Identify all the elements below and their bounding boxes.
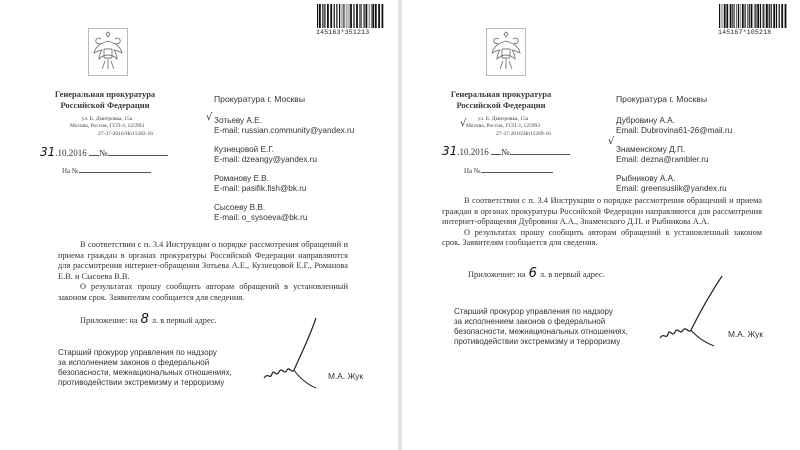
barcode-bar <box>726 4 728 28</box>
reference-line <box>464 163 553 175</box>
barcode-bar <box>342 4 343 28</box>
recipient-email: E-mail: pasifik.fish@bk.ru <box>214 184 307 193</box>
date-printed: .10.2016 <box>55 148 87 158</box>
barcode-bar <box>327 4 329 28</box>
recipient-entry <box>214 203 354 223</box>
barcode-number: 145167*105218 <box>718 29 772 36</box>
barcode-bar <box>347 4 348 28</box>
checkmark-icon: √ <box>608 136 615 147</box>
signer-title-line: за исполнением законов о федеральной <box>58 358 210 367</box>
recipients-block <box>616 94 732 203</box>
recipients-block <box>214 94 354 232</box>
barcode-bar <box>738 4 739 28</box>
barcode-bar <box>776 4 777 28</box>
barcode-bar <box>353 4 354 28</box>
signer-title-line: противодействии экстремизму и терроризму <box>58 378 225 387</box>
registration-number: 27-37-2016/Нп11282-16 <box>98 131 153 137</box>
barcode-bar <box>732 4 733 28</box>
double-headed-eagle-icon <box>89 29 127 75</box>
attachment-suffix: л. в первый адрес. <box>539 270 605 279</box>
barcode-bar <box>771 4 772 28</box>
barcode-bar <box>734 4 735 28</box>
date-handwritten: 31 <box>40 145 56 159</box>
recipient-email: E-mail: o_sysoeva@bk.ru <box>214 213 308 222</box>
barcode-bar <box>366 4 368 28</box>
attachment-prefix: Приложение: на <box>80 316 138 325</box>
barcode <box>316 4 386 38</box>
barcode-bar <box>356 4 358 28</box>
reference-label: На № <box>62 167 79 175</box>
signer-title-line: за исполнением законов о федеральной <box>454 317 606 326</box>
attachment-prefix: Приложение: на <box>468 270 526 279</box>
body-paragraph-2: О результатах прошу сообщить авторам обращений в установленный законом срок. Заявителям сообщается для сведения. <box>442 227 762 248</box>
number-label: № <box>501 147 510 157</box>
recipients-title: Прокуратура г. Москвы <box>214 94 306 104</box>
coat-of-arms-emblem <box>88 28 128 76</box>
barcode-bar <box>760 4 761 28</box>
recipient-entry <box>214 145 354 165</box>
barcode-bar <box>378 4 380 28</box>
barcode-bar <box>361 4 362 28</box>
letter-page-2 <box>402 0 800 450</box>
barcode-bar <box>765 4 766 28</box>
signer-name: М.А. Жук <box>728 329 764 339</box>
recipient-name: Кузнецовой Е.Г. <box>214 145 274 154</box>
signer-title-line: Старший прокурор управления по надзору <box>58 348 217 357</box>
signer-title-line: безопасности, межнациональных отношениях, <box>58 368 232 377</box>
organization-name <box>416 89 586 110</box>
barcode-bar <box>324 4 325 28</box>
barcode-bar <box>372 4 374 28</box>
date-handwritten: 31 <box>442 144 458 158</box>
double-headed-eagle-icon <box>487 29 525 75</box>
barcode-number: 145163*351213 <box>316 29 370 36</box>
barcode-bar <box>781 4 783 28</box>
barcode-bar <box>375 4 377 28</box>
barcode-bar <box>751 4 753 28</box>
number-label: № <box>99 148 108 158</box>
barcode-bar <box>319 4 321 28</box>
recipient-email: E-mail: russian.community@yandex.ru <box>214 126 355 135</box>
organization-name <box>20 89 190 110</box>
signer-name: М.А. Жук <box>328 371 364 381</box>
reference-line <box>62 163 151 175</box>
recipient-entry <box>616 145 732 165</box>
letter-body <box>442 196 762 249</box>
barcode-bar <box>336 4 337 28</box>
barcode-bars <box>718 4 788 28</box>
barcode-bar <box>350 4 352 28</box>
barcode-bar <box>730 4 732 28</box>
attachment-count: 8 <box>140 312 149 327</box>
address-line-1: ул. Б. Дмитровка, 15а <box>81 116 133 122</box>
barcode-bar <box>785 4 787 28</box>
org-line-1: Генеральная прокуратура <box>450 89 552 99</box>
barcode-bar <box>755 4 756 28</box>
barcode-graphic <box>718 4 788 28</box>
barcode-bar <box>747 4 748 28</box>
barcode-bar <box>369 4 370 28</box>
body-paragraph-1: В соответствии с п. 3.4 Инструкции о порядке рассмотрения обращений и приема граждан в органах прокуратуры Российской Федерации направляются для рассмотрения интернет-обращения Дубровина А.А., Знаменского Д.П. и Рыбникова А.А. <box>442 196 762 227</box>
signer-title-line: противодействии экстремизму и терроризму <box>454 337 621 346</box>
org-line-2: Российской Федерации <box>60 99 150 110</box>
address-line-2: Москва, Россия, ГСП-3, 125993 <box>70 123 144 129</box>
checkmark-icon: √ <box>206 112 213 123</box>
recipient-name: Рыбникову А.А. <box>616 174 676 183</box>
signer-title-line: Старший прокурор управления по надзору <box>454 307 613 316</box>
barcode-bar <box>749 4 750 28</box>
barcode-bar <box>745 4 746 28</box>
barcode-bar <box>345 4 346 28</box>
recipient-email: E-mail: dzeangy@yandex.ru <box>214 155 317 164</box>
handwritten-signature <box>258 312 330 392</box>
recipient-entry <box>214 116 354 136</box>
date-line <box>40 145 168 159</box>
barcode-bar <box>754 4 755 28</box>
barcode-bar <box>722 4 723 28</box>
recipient-name: Знаменскому Д.П. <box>616 145 686 154</box>
signer-title <box>454 307 628 347</box>
registration-number: 27-37-2016/Нп11289-16 <box>496 131 551 137</box>
barcode-bar <box>359 4 360 28</box>
recipients-title: Прокуратура г. Москвы <box>616 94 708 104</box>
checkmark-icon: √ <box>460 118 467 129</box>
address-line-1: ул. Б. Дмитровка, 15а <box>477 116 529 122</box>
recipient-entry <box>616 116 732 136</box>
barcode-bar <box>724 4 726 28</box>
signer-title-line: безопасности, межнациональных отношениях, <box>454 327 628 336</box>
attachment-line <box>468 266 605 281</box>
address-line-2: Москва, Россия, ГСП-3, 125993 <box>466 123 540 129</box>
barcode-bars <box>316 4 386 28</box>
barcode-bar <box>719 4 720 28</box>
date-line <box>442 144 570 158</box>
barcode-bar <box>371 4 372 28</box>
handwritten-signature <box>656 272 736 352</box>
coat-of-arms-emblem <box>486 28 526 76</box>
body-paragraph-2: О результатах прошу сообщить авторам обращений в установленный законом срок. Заявителям сообщается для сведения. <box>58 282 348 302</box>
body-paragraph-1: В соответствии с п. 3.4 Инструкции о порядке рассмотрения обращений и приема граждан в органах прокуратуры Российской Федерации направляются для рассмотрения интернет-обращения Зотьева А.Е., Кузнецовой Е.Г., Романова Е.В. и Сысоева В.В. <box>58 240 348 281</box>
letter-body <box>58 240 348 304</box>
barcode-bar <box>769 4 770 28</box>
recipient-name: Зотьеву А.Е. <box>214 116 262 125</box>
barcode-bar <box>343 4 344 28</box>
signer-title <box>58 348 232 388</box>
barcode-bar <box>779 4 780 28</box>
organization-address <box>22 116 192 130</box>
letter-page-1 <box>0 0 398 450</box>
attachment-suffix: л. в первый адрес. <box>151 316 217 325</box>
reference-label: На № <box>464 167 481 175</box>
barcode-bar <box>757 4 759 28</box>
barcode-bar <box>364 4 365 28</box>
barcode-bar <box>740 4 741 28</box>
barcode-bar <box>334 4 335 28</box>
recipient-name: Дубровину А.А. <box>616 116 675 125</box>
barcode-bar <box>317 4 318 28</box>
barcode-bar <box>349 4 350 28</box>
org-line-1: Генеральная прокуратура <box>54 89 156 99</box>
barcode-bar <box>322 4 323 28</box>
barcode-bar <box>773 4 775 28</box>
barcode-bar <box>763 4 764 28</box>
attachment-line <box>80 312 217 327</box>
recipient-email: Email: greensuslik@yandex.ru <box>616 184 727 193</box>
recipient-name: Романову Е.В. <box>214 174 269 183</box>
barcode-bar <box>766 4 768 28</box>
attachment-count: 6 <box>528 266 537 281</box>
recipient-email: Email: dezna@rambler.ru <box>616 155 709 164</box>
barcode-bar <box>330 4 332 28</box>
recipient-name: Сысоеву В.В. <box>214 203 266 212</box>
recipient-entry <box>214 174 354 194</box>
recipient-entry <box>616 174 732 194</box>
org-line-2: Российской Федерации <box>456 99 546 110</box>
barcode-bar <box>382 4 384 28</box>
barcode-bar <box>742 4 744 28</box>
barcode-bar <box>339 4 340 28</box>
date-printed: .10.2016 <box>457 147 489 157</box>
barcode-graphic <box>316 4 386 28</box>
organization-address <box>418 116 588 130</box>
barcode <box>718 4 788 38</box>
recipient-email: Email: Dubrovina61-26@mail.ru <box>616 126 733 135</box>
barcode-bar <box>736 4 737 28</box>
